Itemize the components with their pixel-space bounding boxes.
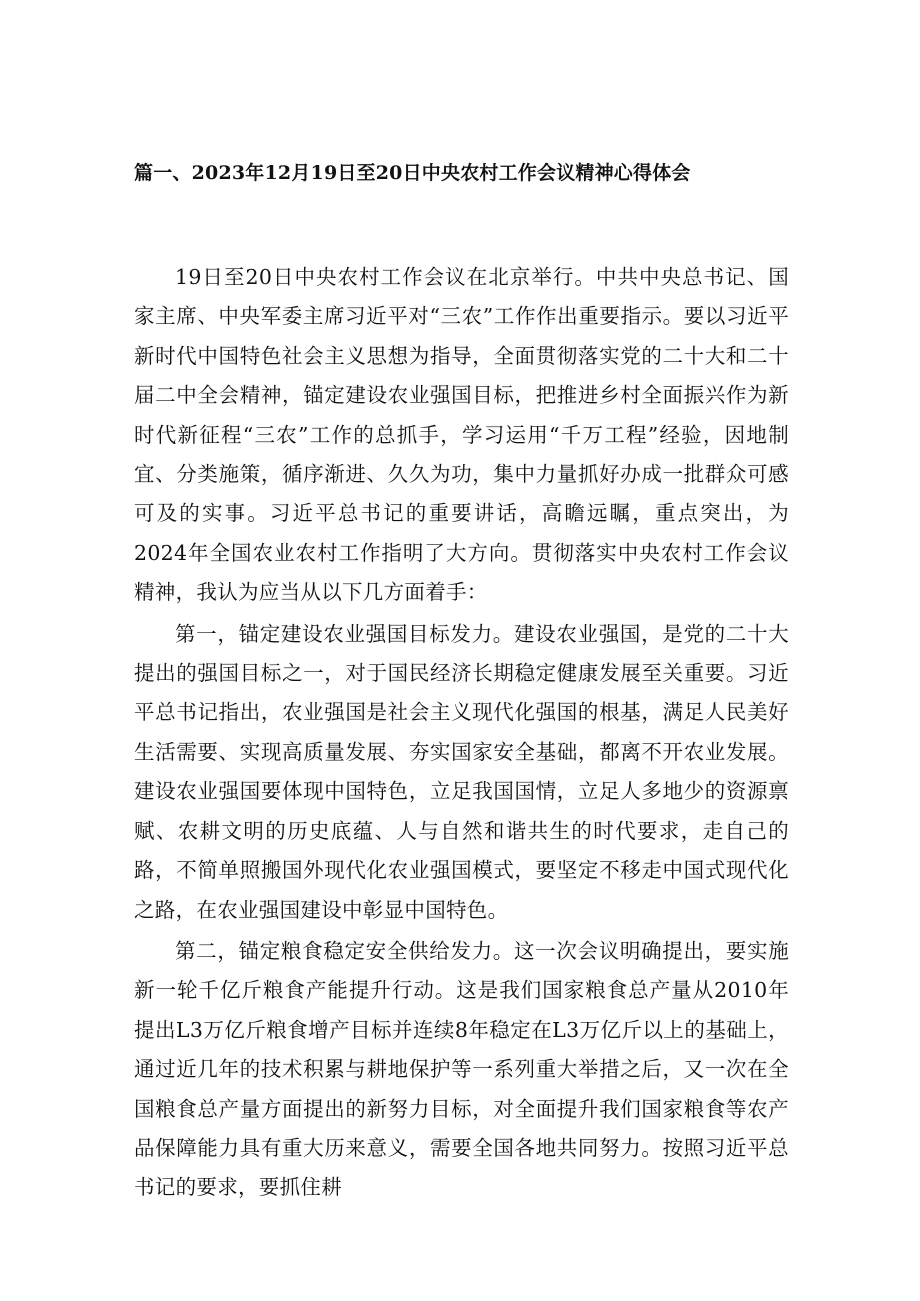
- paragraph-intro: 19日至20日中央农村工作会议在北京举行。中共中央总书记、国家主席、中央军委主席习近平对“三农”工作作出重要指示。要以习近平新时代中国特色社会主义思想为指导，全面贯彻落实党的二十大和二十届二中全会精神，锚定建设农业强国目标，把推进乡村全面振兴作为新时代新征程“三农”工作的总抓手，学习运用“千万工程”经验，因地制宜、分类施策，循序渐进、久久为功，集中力量抓好办成一批群众可感可及的实事。习近平总书记的重要讲话，高瞻远瞩，重点突出，为2024年全国农业农村工作指明了大方向。贯彻落实中央农村工作会议精神，我认为应当从以下几方面着手：: [134, 265, 789, 605]
- paragraph-second-point: 第二，锚定粮食稳定安全供给发力。这一次会议明确提出，要实施新一轮千亿斤粮食产能提升行动。这是我们国家粮食总产量从2010年提出L3万亿斤粮食增产目标并连续8年稳定在L3万亿斤以上的基础上，通过近几年的技术积累与耕地保护等一系列重大举措之后，又一次在全国粮食总产量方面提出的新努力目标，对全面提升我们国家粮食等农产品保障能力具有重大历来意义，需要全国各地共同努力。按照习近平总书记的要求，要抓住耕: [134, 938, 789, 1200]
- document-body: [134, 258, 789, 1208]
- paragraph-first-point: 第一，锚定建设农业强国目标发力。建设农业强国，是党的二十大提出的强国目标之一，对于国民经济长期稳定健康发展至关重要。习近平总书记指出，农业强国是社会主义现代化强国的根基，满足人民美好生活需要、实现高质量发展、夯实国家安全基础，都离不开农业发展。建设农业强国要体现中国特色，立足我国国情，立足人多地少的资源禀赋、农耕文明的历史底蕴、人与自然和谐共生的时代要求，走自己的路，不简单照搬国外现代化农业强国模式，要坚定不移走中国式现代化之路，在农业强国建设中彰显中国特色。: [134, 621, 789, 922]
- document-title: 篇一、2023年12月19日至20日中央农村工作会议精神心得体会: [134, 162, 691, 184]
